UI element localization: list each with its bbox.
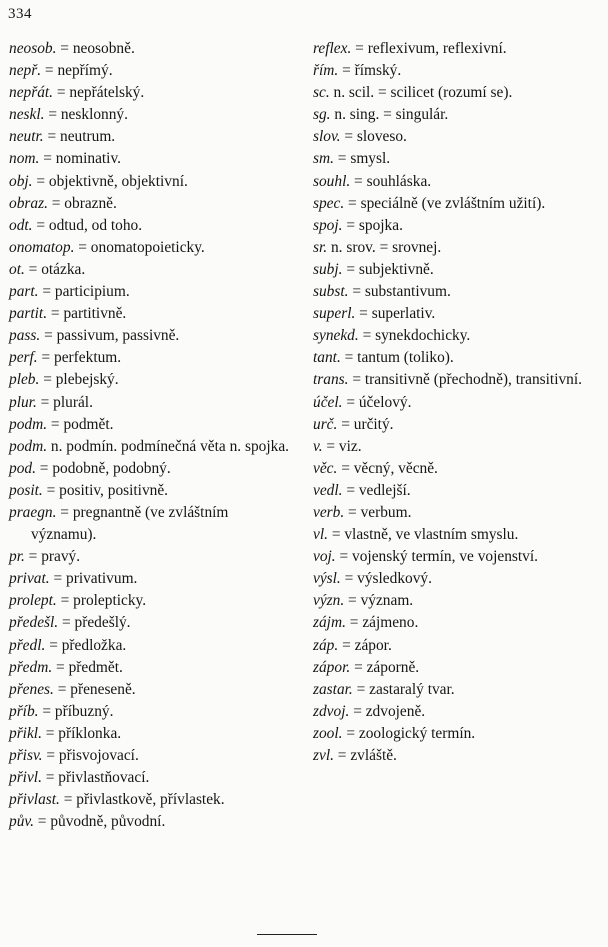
abbreviation-entry <box>313 148 597 170</box>
footer-rule <box>257 934 317 935</box>
entry-definition: = podobně, podobný. <box>35 459 171 477</box>
entry-abbreviation: nepř. <box>9 62 42 80</box>
abbreviation-entry <box>313 480 597 502</box>
entry-abbreviation: přenes. <box>9 680 54 698</box>
entry-definition: n. podmín. podmínečná věta n. spojka. <box>47 437 289 455</box>
entry-abbreviation: neskl. <box>9 106 45 124</box>
entry-definition: = vedlejší. <box>342 481 411 499</box>
entry-abbreviation: zastar. <box>313 680 353 698</box>
entry-abbreviation: význ. <box>313 592 345 610</box>
entry-definition: = zastaralý tvar. <box>352 680 455 698</box>
abbreviation-entry <box>313 745 597 767</box>
entry-definition: = vlastně, ve vlastním smyslu. <box>327 526 519 544</box>
abbreviation-entry <box>9 38 291 60</box>
entry-definition: = sloveso. <box>340 128 407 146</box>
entry-abbreviation: neosob. <box>9 40 57 57</box>
entry-abbreviation: řím. <box>313 62 339 80</box>
abbreviation-entry <box>9 126 291 148</box>
abbreviation-entry <box>313 369 597 391</box>
abbreviation-entry <box>9 502 291 546</box>
entry-abbreviation: zvl. <box>313 747 334 764</box>
abbreviation-entry <box>313 325 597 347</box>
entry-definition: = zájmeno. <box>345 614 419 632</box>
abbreviation-entry <box>9 657 291 679</box>
abbreviation-entry <box>313 657 597 679</box>
entry-definition: = spojka. <box>342 216 403 234</box>
entry-abbreviation: souhl. <box>313 172 351 190</box>
abbreviation-entry <box>9 767 291 789</box>
entry-definition: = objektivně, objektivní. <box>32 172 188 190</box>
entry-definition: = pregnantně (ve zvláštním významu). <box>31 503 229 544</box>
abbreviation-entry <box>9 369 291 391</box>
abbreviation-entry <box>313 104 597 126</box>
entry-definition: = tantum (toliko). <box>340 349 454 367</box>
abbreviation-entry <box>9 568 291 590</box>
entry-abbreviation: trans. <box>313 371 349 389</box>
abbreviation-entry <box>313 436 597 458</box>
abbreviation-entry <box>9 392 291 414</box>
entry-abbreviation: tant. <box>313 349 341 367</box>
entry-abbreviation: nepřát. <box>9 84 54 102</box>
abbreviation-entry <box>313 635 597 657</box>
entry-abbreviation: přikl. <box>9 724 42 742</box>
entry-abbreviation: subst. <box>313 283 349 301</box>
abbreviation-entry <box>9 303 291 325</box>
entry-definition: = synekdochicky. <box>358 327 471 345</box>
page-number: 334 <box>8 6 32 22</box>
entry-abbreviation: v. <box>313 437 323 455</box>
entry-definition: = odtud, od toho. <box>32 216 143 234</box>
entry-definition: n. scil. = scilicet (rozumí se). <box>329 84 513 102</box>
entry-definition: = perfektum. <box>37 349 122 367</box>
entry-abbreviation: reflex. <box>313 40 352 57</box>
abbreviation-entry <box>9 281 291 303</box>
abbreviation-entry <box>9 148 291 170</box>
entry-definition: = příklonka. <box>41 724 122 742</box>
abbreviation-entry <box>9 811 291 833</box>
abbreviation-entry <box>313 60 597 82</box>
entry-definition: = věcný, věcně. <box>337 459 438 477</box>
abbreviation-entry <box>313 126 597 148</box>
entry-definition: = zoologický termín. <box>342 724 476 742</box>
entry-abbreviation: vedl. <box>313 481 343 499</box>
abbreviation-entry <box>9 635 291 657</box>
entry-abbreviation: vl. <box>313 526 328 544</box>
entry-abbreviation: odt. <box>9 216 33 234</box>
entry-abbreviation: sg. <box>313 106 331 124</box>
entry-definition: = reflexivum, reflexivní. <box>351 40 507 57</box>
entry-definition: = zápor. <box>338 636 392 654</box>
entry-definition: = příbuzný. <box>38 702 114 720</box>
entry-definition: = nominativ. <box>39 150 121 168</box>
entry-definition: = passivum, passivně. <box>40 327 180 345</box>
abbreviation-entry <box>9 325 291 347</box>
entry-definition: = přeneseně. <box>53 680 136 698</box>
entry-abbreviation: předm. <box>9 658 53 676</box>
entry-definition: = pravý. <box>24 548 81 566</box>
abbreviation-entry <box>9 723 291 745</box>
entry-abbreviation: pr. <box>9 548 25 566</box>
entry-abbreviation: příb. <box>9 702 39 720</box>
entry-abbreviation: spec. <box>313 194 345 212</box>
entry-abbreviation: pleb. <box>9 371 40 389</box>
abbreviation-entry <box>313 568 597 590</box>
abbreviation-entry <box>9 414 291 436</box>
entry-abbreviation: subj. <box>313 260 343 278</box>
abbreviation-entry <box>313 303 597 325</box>
entry-definition: = souhláska. <box>350 172 432 190</box>
entry-definition: = neutrum. <box>43 128 116 146</box>
entry-abbreviation: podm. <box>9 415 48 433</box>
abbreviation-entry <box>9 701 291 723</box>
entry-abbreviation: zool. <box>313 724 343 742</box>
entry-definition: n. srov. = srovnej. <box>327 238 442 256</box>
entry-abbreviation: sr. <box>313 238 328 256</box>
abbreviation-entry <box>313 590 597 612</box>
entry-abbreviation: nom. <box>9 150 40 168</box>
entry-abbreviation: slov. <box>313 128 341 146</box>
entry-definition: = účelový. <box>342 393 412 411</box>
entry-abbreviation: neutr. <box>9 128 44 146</box>
abbreviation-entry <box>313 193 597 215</box>
abbreviation-entry <box>9 679 291 701</box>
entry-definition: = prolepticky. <box>56 592 147 610</box>
entry-definition: = partitivně. <box>47 305 127 323</box>
abbreviation-entry <box>313 546 597 568</box>
entry-abbreviation: přivl. <box>9 769 42 787</box>
entry-abbreviation: pass. <box>9 327 41 345</box>
entry-abbreviation: prolept. <box>9 592 57 610</box>
abbreviation-entry <box>313 701 597 723</box>
abbreviation-entry <box>9 458 291 480</box>
entry-abbreviation: praegn. <box>9 503 57 521</box>
left-column <box>9 38 291 833</box>
entry-definition: = neosobně. <box>56 40 135 57</box>
entry-abbreviation: privat. <box>9 570 50 588</box>
entry-definition: = význam. <box>344 592 414 610</box>
entry-abbreviation: synekd. <box>313 327 359 345</box>
entry-abbreviation: věc. <box>313 459 338 477</box>
abbreviation-entry <box>9 259 291 281</box>
entry-definition: = nesklonný. <box>44 106 128 124</box>
abbreviation-entry <box>9 237 291 259</box>
abbreviation-entry <box>313 679 597 701</box>
entry-definition: = smysl. <box>333 150 391 168</box>
entry-definition: = otázka. <box>24 260 86 278</box>
abbreviation-entry <box>9 60 291 82</box>
entry-abbreviation: ot. <box>9 260 25 278</box>
abbreviation-entry <box>9 612 291 634</box>
entry-abbreviation: pův. <box>9 813 34 831</box>
entry-definition: = nepřímý. <box>41 62 113 80</box>
entry-abbreviation: účel. <box>313 393 343 411</box>
entry-abbreviation: zápor. <box>313 658 351 676</box>
entry-abbreviation: sc. <box>313 84 330 102</box>
entry-abbreviation: výsl. <box>313 570 341 588</box>
entry-abbreviation: superl. <box>313 305 356 323</box>
entry-abbreviation: záp. <box>313 636 339 654</box>
entry-abbreviation: perf. <box>9 349 38 367</box>
entry-definition: = verbum. <box>344 503 412 521</box>
abbreviation-entry <box>9 480 291 502</box>
entry-definition: = zvláště. <box>333 747 397 764</box>
abbreviation-entry <box>313 82 597 104</box>
entry-definition: = subjektivně. <box>342 260 434 278</box>
abbreviation-entry <box>313 171 597 193</box>
entry-abbreviation: urč. <box>313 415 338 433</box>
entry-definition: = superlativ. <box>355 305 436 323</box>
abbreviation-entry <box>9 215 291 237</box>
entry-definition: = onomatopoieticky. <box>74 238 205 256</box>
entry-definition: = privativum. <box>49 570 138 588</box>
abbreviation-entry <box>9 104 291 126</box>
entry-definition: = obrazně. <box>47 194 117 212</box>
abbreviation-entry <box>9 193 291 215</box>
abbreviation-entry <box>313 215 597 237</box>
entry-abbreviation: obraz. <box>9 194 48 212</box>
abbreviation-entry <box>313 414 597 436</box>
entry-definition: = přivlastňovací. <box>41 769 150 787</box>
abbreviation-entry <box>9 590 291 612</box>
entry-definition: = substantivum. <box>348 283 451 301</box>
abbreviation-entry <box>313 281 597 303</box>
entry-definition: = positiv, positivně. <box>42 481 169 499</box>
entry-abbreviation: předešl. <box>9 614 59 632</box>
entry-abbreviation: voj. <box>313 548 336 566</box>
abbreviation-entry <box>313 524 597 546</box>
entry-definition: = přivlastkově, přívlastek. <box>59 791 225 809</box>
abbreviation-entry <box>313 723 597 745</box>
entry-definition: = plurál. <box>36 393 93 411</box>
entry-definition: = předmět. <box>52 658 123 676</box>
abbreviation-entry <box>9 347 291 369</box>
entry-abbreviation: sm. <box>313 150 334 168</box>
entry-definition: = speciálně (ve zvláštním užití). <box>344 194 546 212</box>
entry-definition: = vojenský termín, ve vojenství. <box>335 548 538 566</box>
abbreviation-entry <box>313 612 597 634</box>
entry-definition: = transitivně (přechodně), transitivní. <box>348 371 582 389</box>
abbreviation-entry <box>9 171 291 193</box>
entry-abbreviation: verb. <box>313 503 345 521</box>
abbreviation-entry <box>9 436 291 458</box>
abbreviation-entry <box>9 789 291 811</box>
entry-abbreviation: plur. <box>9 393 37 411</box>
right-column <box>313 38 597 767</box>
entry-definition: = plebejský. <box>39 371 119 389</box>
entry-definition: = předešlý. <box>58 614 131 632</box>
abbreviation-entry <box>313 259 597 281</box>
abbreviation-entry <box>313 38 597 60</box>
abbreviation-entry <box>313 347 597 369</box>
entry-definition: = participium. <box>38 283 130 301</box>
entry-abbreviation: přisv. <box>9 747 43 764</box>
abbreviation-entry <box>313 502 597 524</box>
entry-abbreviation: part. <box>9 283 39 301</box>
entry-definition: = předložka. <box>45 636 127 654</box>
entry-definition: n. sing. = singulár. <box>330 106 449 124</box>
entry-abbreviation: pod. <box>9 459 36 477</box>
entry-definition: = zdvojeně. <box>349 702 426 720</box>
entry-abbreviation: zdvoj. <box>313 702 350 720</box>
entry-definition: = výsledkový. <box>340 570 432 588</box>
abbreviation-entry <box>313 237 597 259</box>
entry-abbreviation: partit. <box>9 305 48 323</box>
entry-definition: = přisvojovací. <box>42 747 139 764</box>
abbreviation-entry <box>9 82 291 104</box>
entry-abbreviation: přivlast. <box>9 791 60 809</box>
entry-abbreviation: obj. <box>9 172 33 190</box>
abbreviation-entry <box>9 745 291 767</box>
entry-definition: = záporně. <box>350 658 420 676</box>
entry-abbreviation: spoj. <box>313 216 343 234</box>
entry-definition: = viz. <box>322 437 362 455</box>
entry-abbreviation: zájm. <box>313 614 346 632</box>
abbreviation-entry <box>9 546 291 568</box>
entry-abbreviation: předl. <box>9 636 46 654</box>
abbreviation-entry <box>313 458 597 480</box>
entry-definition: = římský. <box>338 62 402 80</box>
entry-abbreviation: posit. <box>9 481 43 499</box>
entry-definition: = nepřátelský. <box>53 84 145 102</box>
entry-definition: = určitý. <box>337 415 394 433</box>
entry-abbreviation: onomatop. <box>9 238 75 256</box>
entry-definition: = původně, původní. <box>33 813 166 831</box>
abbreviation-entry <box>313 392 597 414</box>
entry-definition: = podmět. <box>47 415 114 433</box>
entry-abbreviation: podm. <box>9 437 48 455</box>
